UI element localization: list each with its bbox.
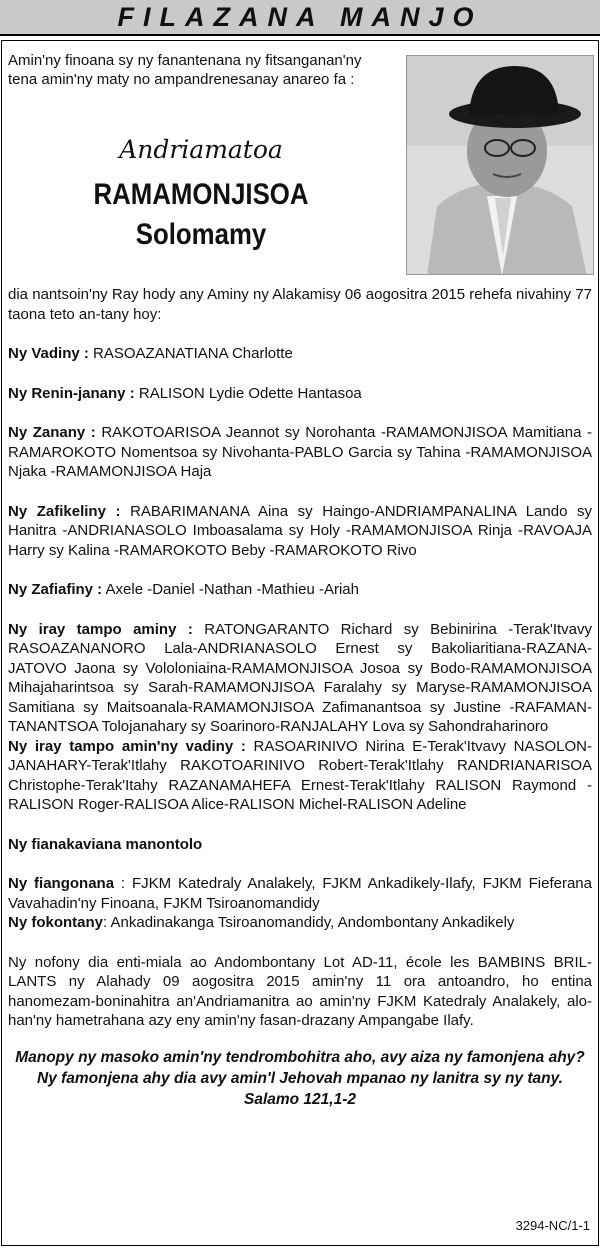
family-zafikeliny [8,502,592,561]
page-title: FILAZANA MANJO [0,0,600,36]
family-vadiny [8,344,592,364]
family-iray-tampo-vadiny-label: Ny iray tampo amin'ny vadiny : [8,737,246,755]
family-iray-tampo-vadiny-text: RASOARINIVO Nirina E-Terak'Itvavy NASOLON-JANAHARY-Terak'Itlahy RAKOTOARINIVO Robert-Terak'Itlahy RANDRIANARISOA Christophe-Terak'Itahy RAZANAMAHEFA Ernest-Terak'Itlahy RALISON Raymond -RALISON Roger-RALISOA Alice-RALISON Michel-RALISON Adeline [8,737,592,813]
notice-body [8,285,592,1031]
closing-line-2: Ny famonjena ahy dia avy amin'l Jehovah mpanao ny lanitra sy ny tany. [37,1069,563,1087]
family-vadiny-text: RASOAZANATIANA Charlotte [88,345,293,362]
family-fokontany [8,913,592,933]
family-fokontany-text: : Ankadinakanga Tsiroanomandidy, Andombontany Ankadikely [103,914,515,931]
closing-line-1: Manopy ny masoko amin'ny tendrombohitra aho, avy aiza ny famonjena ahy? [15,1048,585,1066]
intro-text: Amin'ny finoana sy ny fanantenana ny fitsanganan'ny tena amin'ny maty no ampandrenesanay anareo fa : [8,52,362,88]
deceased-portrait [406,55,594,275]
ad-reference: 3294-NC/1-1 [515,1218,590,1233]
closing-verse [8,1047,592,1110]
family-fiangonana [8,874,592,913]
deceased-given-name: Solomamy [135,218,267,251]
family-zafiafiny-label: Ny Zafiafiny : [8,581,103,598]
family-zafikeliny-label: Ny Zafikeliny : [8,502,121,520]
notice-top [8,51,592,275]
notice-heading [8,51,394,275]
family-renin-janany-text: RALISON Lydie Odette Hantasoa [134,384,362,402]
family-fokontany-label: Ny fokontany [8,914,104,931]
family-zafiafiny-text: Axele -Daniel -Nathan -Mathieu -Ariah [102,581,359,598]
death-announcement: dia nantsoin'ny Ray hody any Aminy ny Alakamisy 06 aogositra 2015 rehefa nivahiny 77 taona teto an-tany hoy: [8,286,592,323]
family-fiangonana-text: : FJKM Katedraly Analakely, FJKM Ankadikely-Ilafy, FJKM Fieferana Vavahadin'ny Finoana, FJKM Tsiroanomandidy [8,875,592,912]
family-iray-tampo-vadiny [8,737,592,815]
family-zafikeliny-text: RABARIMANANA Aina sy Haingo-ANDRIAMPANALINA Lando sy Hanitra -ANDRIANASOLO Imboasalama sy Holy -RAMAMONJISOA Rinja -RAVOAJA Harry sy Kalina -RAMAROKOTO Beby -RAMAROKOTO Rivo [8,502,592,559]
family-fianakaviana-label: Ny fianakaviana manontolo [8,835,203,853]
family-renin-janany [8,384,592,404]
honorific: Andriamatoa [119,135,283,164]
deceased-surname: RAMAMONJISOA [93,178,309,211]
family-vadiny-label: Ny Vadiny : [8,345,89,362]
notice-frame [1,40,599,1246]
family-zanany-text: RAKOTOARISOA Jeannot sy Norohanta -RAMAMONJISOA Mamitiana -RAMAROKOTO Nomentsoa sy Nivohanta-PABLO Garcia sy Tahina -RAMAMONJISOA Njaka -RAMAMONJISOA Haja [8,424,592,480]
family-zafiafiny [8,580,592,600]
family-fianakaviana [8,835,592,855]
family-fiangonana-label: Ny fiangonana [8,875,115,892]
family-zanany [8,423,592,482]
funeral-details: Ny nofony dia enti-miala ao Andombontany Lot AD-11, école les BAMBINS BRIL-LANTS ny Alahady 09 aogositra 2015 amin'ny 11 ora antoandro, ho entina hanomezam-boninahitra an'Andriamanitra ao amin'ny FJKM Katedraly Analakely, alo-han'ny hametrahana azy eny amin'ny fasan-drazany Ampangabe Ilafy. [8,953,592,1029]
family-zanany-label: Ny Zanany : [8,424,96,441]
family-renin-janany-label: Ny Renin-janany : [8,384,135,402]
family-iray-tampo [8,620,592,737]
family-iray-tampo-label: Ny iray tampo aminy : [8,620,193,638]
closing-reference: Salamo 121,1-2 [243,1090,356,1108]
family-iray-tampo-text: RATONGARANTO Richard sy Bebinirina -Terak'Itvavy RASOAZANANORO Lala-ANDRIANASOLO Ernest sy Bakoliaritiana-RAZANA-JATOVO Jaona sy Vololoniaina-RAMAMONJISOA Josoa sy Bodo-RAMAMONJISOA Mihajaharintsoa sy Sarah-RAMAMONJISOA Faralahy sy Maryse-RAMAMONJISOA Samitiana sy Maitsoanala-RAMAMONJISOA Zafimanantsoa sy Justine -RAFAMAN-TANANTSOA Tolojanahary sy Soarinoro-RANJALAHY Lova sy Sahondraharinoro [8,620,592,735]
